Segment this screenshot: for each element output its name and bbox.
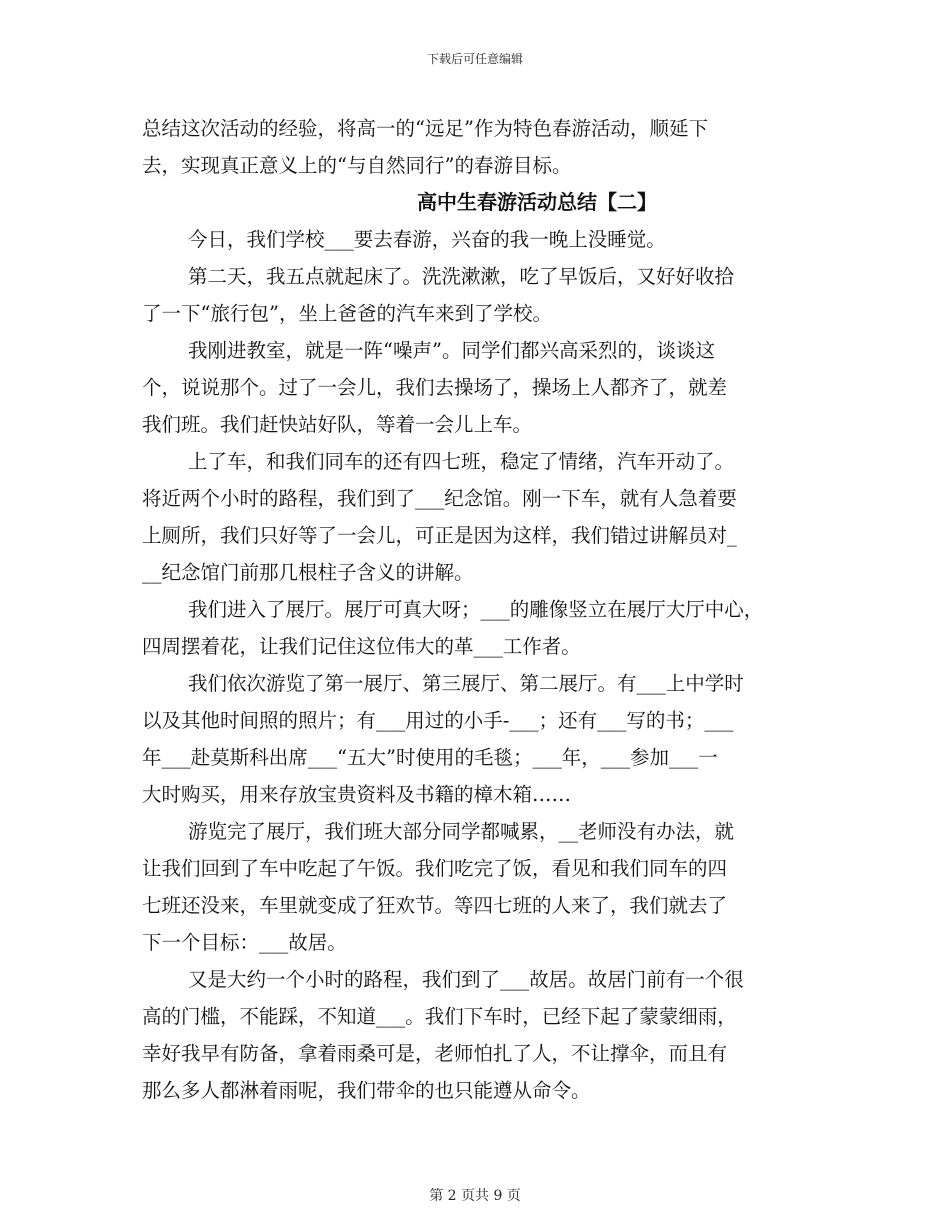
text-line: 幸好我早有防备，拿着雨桑可是，老师怕扎了人，不让撑伞，而且有 — [142, 1042, 728, 1065]
text-line: 总结这次活动的经验，将高一的“远足”作为特色春游活动，顺延下 — [142, 117, 708, 140]
text-line: 大时购买，用来存放宝贵资料及书籍的樟木箱…… — [142, 783, 572, 806]
paragraph-start: 上了车，和我们同车的还有四七班，稳定了情绪，汽车开动了。 — [188, 450, 735, 473]
text-line: 高的门槛，不能踩，不知道___。我们下车时，已经下起了蒙蒙细雨， — [142, 1005, 737, 1028]
paragraph-start: 第二天，我五点就起床了。洗洗漱漱，吃了早饭后，又好好收拾 — [188, 265, 735, 288]
paragraph-start: 今日，我们学校___要去春游，兴奋的我一晚上没睡觉。 — [188, 228, 666, 251]
paragraph-start: 又是大约一个小时的路程，我们到了___故居。故居门前有一个很 — [188, 968, 744, 991]
paragraph-start: 我们进入了展厅。展厅可真大呀；___的雕像竖立在展厅大厅中心， — [188, 598, 764, 621]
text-line: __纪念馆门前那几根柱子含义的讲解。 — [142, 561, 474, 584]
text-line: 以及其他时间照的照片；有___用过的小手-___；还有___写的书；___ — [142, 709, 734, 732]
text-line: 下一个目标：___故居。 — [142, 931, 347, 954]
text-line: 那么多人都淋着雨呢，我们带伞的也只能遵从命令。 — [142, 1079, 591, 1102]
paragraph-start: 我们依次游览了第一展厅、第三展厅、第二展厅。有___上中学时 — [188, 672, 744, 695]
text-line: 将近两个小时的路程，我们到了___纪念馆。刚一下车，就有人急着要 — [142, 487, 737, 510]
page-footer: 第 2 页共 9 页 — [429, 1188, 521, 1204]
text-line: 了一下“旅行包”，坐上爸爸的汽车来到了学校。 — [142, 302, 552, 325]
text-line: 个，说说那个。过了一会儿，我们去操场了，操场上人都齐了，就差 — [142, 376, 728, 399]
section-title: 高中生春游活动总结【二】 — [417, 190, 657, 214]
text-line: 我们班。我们赶快站好队，等着一会儿上车。 — [142, 413, 533, 436]
text-line: 七班还没来，车里就变成了狂欢节。等四七班的人来了，我们就去了 — [142, 894, 728, 917]
text-line: 让我们回到了车中吃起了午饭。我们吃完了饭，看见和我们同车的四 — [142, 857, 728, 880]
text-line: 年___赴莫斯科出席___“五大”时使用的毛毯；___年，___参加___一 — [142, 746, 718, 769]
page-header: 下载后可任意编辑 — [426, 52, 523, 66]
text-line: 四周摆着花，让我们记住这位伟大的革___工作者。 — [142, 635, 581, 658]
text-line: 去，实现真正意义上的“与自然同行”的春游目标。 — [142, 154, 572, 177]
paragraph-start: 我刚进教室，就是一阵“噪声”。同学们都兴高采烈的，谈谈这 — [188, 339, 715, 362]
document-body — [142, 110, 812, 1109]
paragraph-start: 游览完了展厅，我们班大部分同学都喊累，__老师没有办法，就 — [188, 820, 735, 843]
text-line: 上厕所，我们只好等了一会儿，可正是因为这样，我们错过讲解员对_ — [142, 524, 737, 547]
